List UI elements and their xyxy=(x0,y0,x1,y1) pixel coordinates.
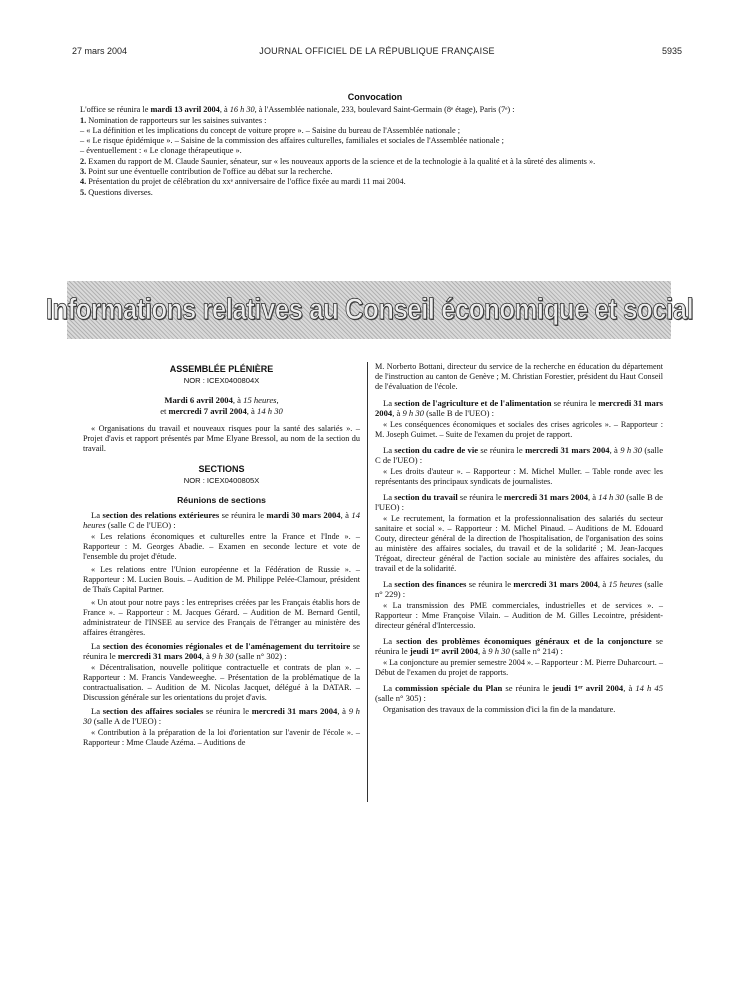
date-text: Mardi 6 avril 2004 xyxy=(164,395,233,405)
heading-text: (salle n° 302) : xyxy=(233,651,287,661)
meeting-date: mercredi 31 mars 2004 xyxy=(375,398,664,418)
heading-text: , à xyxy=(337,706,349,716)
section-name: section des affaires sociales xyxy=(102,706,204,716)
date-text: mercredi 7 avril 2004 xyxy=(168,406,247,416)
meeting-time: 9 h 30 xyxy=(488,646,510,656)
agenda-item-number: – xyxy=(80,136,85,146)
heading-text: se réunira le xyxy=(457,492,505,502)
heading-text: se réunira le xyxy=(219,510,267,520)
meeting-date: mercredi 31 mars 2004 xyxy=(525,445,610,455)
heading-text: La xyxy=(383,683,396,693)
subsection-heading: Réunions de sections xyxy=(177,495,266,505)
heading-text: , à xyxy=(392,408,403,418)
intro-text: , à xyxy=(219,105,230,115)
heading-text: (salle B de l'UEO) : xyxy=(423,408,494,418)
section-name: section du travail xyxy=(394,492,458,502)
heading-text: La xyxy=(383,398,395,408)
meeting-heading xyxy=(375,398,663,418)
meeting-time: 9 h 30 xyxy=(83,706,360,726)
heading-text: La xyxy=(383,492,395,502)
nor-reference: NOR : ICEX0400804X xyxy=(183,376,260,385)
agenda-item-text: Point sur une éventuelle contribution de l'office au débat sur la recherche. xyxy=(86,167,333,177)
section-title: ASSEMBLÉE PLÉNIÈRE xyxy=(169,364,274,374)
agenda-item-number: 3. xyxy=(80,167,87,177)
agenda-item-text: Examen du rapport de M. Claude Saunier, sénateur, sur « les nouveaux apports de la science et de la technologie à la qualité et à la sûreté des aliments ». xyxy=(86,156,596,166)
date-text: et xyxy=(160,406,169,416)
paragraph: Organisation des travaux de la commission d'ici la fin de la mandature. xyxy=(383,705,616,714)
meeting-heading xyxy=(375,579,663,599)
section-name: section de l'agriculture et de l'alimentation xyxy=(394,398,552,408)
heading-text: se réunira le xyxy=(478,445,526,455)
heading-text: se réunira le xyxy=(83,641,360,661)
meeting-date: mercredi 31 mars 2004 xyxy=(251,706,338,716)
journal-title: JOURNAL OFFICIEL DE LA RÉPUBLIQUE FRANÇAISE xyxy=(259,46,495,56)
heading-text: , à xyxy=(623,683,636,693)
agenda-item-number: – xyxy=(80,125,85,135)
paragraph: « La conjoncture au premier semestre 2004 ». – Rapporteur : M. Pierre Duharcourt. – Début de l'examen du projet de rapports. xyxy=(375,658,663,677)
section-name: section des problèmes économiques généraux et de la conjoncture xyxy=(396,636,652,646)
paragraph: « Les relations entre l'Union européenne et la Fédération de Russie ». – Rapporteur : M. Lucien Bouis. – Audition de M. Philippe Pelée-Clamour, président de Thaïs Capital Partner. xyxy=(83,565,360,594)
paragraph: « Un atout pour notre pays : les entreprises créées par les Français établis hors de France ». – Rapporteur : M. Jacques Gérard. – Audition de M. Bernard Gentil, administrateur de l'INSEE au service des Français de l'étranger au ministère des affaires étrangères. xyxy=(83,598,360,637)
page-number: 5935 xyxy=(661,46,682,56)
heading-text: (salle C de l'UEO) : xyxy=(375,445,664,465)
heading-text: , à xyxy=(478,646,489,656)
heading-text: se réunira le xyxy=(375,636,663,656)
meeting-heading xyxy=(83,706,360,726)
meeting-time: 14 h 45 xyxy=(635,683,664,693)
agenda-item xyxy=(80,167,670,177)
column-divider xyxy=(367,362,368,802)
convocation-title: Convocation xyxy=(347,92,403,102)
meeting-heading xyxy=(375,492,663,512)
session-date xyxy=(83,395,360,417)
convocation-intro xyxy=(80,105,670,115)
paragraph: M. Norberto Bottani, directeur du service de la recherche en éducation du département de l'instruction au canton de Genève ; M. Christian Forestier, président du Haut Conseil de l'évaluation de l'école. xyxy=(375,362,663,391)
heading-text: (salle n° 214) : xyxy=(509,646,563,656)
intro-date: mardi 13 avril 2004 xyxy=(150,105,220,115)
meeting-heading xyxy=(83,641,360,661)
section-name: section des économies régionales et de l'aménagement du territoire xyxy=(102,641,351,651)
agenda-item-text: éventuellement : « Le clonage thérapeutique ». xyxy=(84,146,242,156)
agenda-item-number: 5. xyxy=(80,187,87,197)
section-name: section des finances xyxy=(394,579,467,589)
meeting-heading xyxy=(375,683,663,703)
meeting-date: mercredi 31 mars 2004 xyxy=(117,651,202,661)
section-banner xyxy=(45,281,693,339)
agenda-item xyxy=(80,126,670,136)
agenda-item xyxy=(80,116,670,126)
heading-text: , à xyxy=(201,651,213,661)
agenda-item-number: 1. xyxy=(80,115,87,125)
agenda-item-text: Questions diverses. xyxy=(86,187,153,197)
heading-text: , à xyxy=(340,510,352,520)
meeting-heading xyxy=(375,445,663,465)
agenda-item-text: « Le risque épidémique ». – Saisine de la commission des affaires culturelles, familiales et sociales de l'Assemblée nationale ; xyxy=(84,136,504,146)
heading-text: La xyxy=(91,510,103,520)
paragraph: « Les droits d'auteur ». – Rapporteur : M. Michel Muller. – Table ronde avec les représentants des principaux syndicats de journalistes. xyxy=(375,467,663,486)
heading-text: La xyxy=(91,641,103,651)
agenda-item xyxy=(80,188,670,198)
intro-text: L'office se réunira le xyxy=(80,105,151,115)
agenda-item-number: 2. xyxy=(80,156,87,166)
date-text: , à xyxy=(232,395,244,405)
agenda-item-number: – xyxy=(80,146,85,156)
date-text: , xyxy=(276,395,279,405)
agenda-item-text: Nomination de rapporteurs sur les saisines suivantes : xyxy=(86,115,267,125)
page-header xyxy=(72,46,682,60)
intro-time: 16 h 30 xyxy=(229,105,255,115)
section-name: section des relations extérieures xyxy=(102,510,220,520)
agenda-item-number: 4. xyxy=(80,177,87,187)
agenda-item xyxy=(80,136,670,146)
date-time: 15 heures xyxy=(243,395,277,405)
heading-text: La xyxy=(91,706,103,716)
heading-text: , à xyxy=(597,579,609,589)
nor-reference: NOR : ICEX0400805X xyxy=(183,476,260,485)
heading-text: se réunira le xyxy=(551,398,599,408)
heading-text: La xyxy=(383,445,395,455)
heading-text: , à xyxy=(588,492,599,502)
heading-text: (salle A de l'UEO) : xyxy=(91,716,162,726)
meeting-date: mercredi 31 mars 2004 xyxy=(513,579,598,589)
right-column xyxy=(375,362,663,718)
meeting-time: 14 heures xyxy=(83,510,360,530)
agenda-item xyxy=(80,177,670,187)
meeting-date: mardi 30 mars 2004 xyxy=(266,510,341,520)
section-name: commission spéciale du Plan xyxy=(395,683,503,693)
meeting-time: 9 h 30 xyxy=(402,408,424,418)
convocation-block xyxy=(80,92,670,198)
heading-text: La xyxy=(383,579,395,589)
agenda-item-text: « La définition et les implications du concept de voiture propre ». – Saisine du bureau de l'Assemblée nationale ; xyxy=(84,125,461,135)
paragraph: « Le recrutement, la formation et la professionnalisation des salariés du secteur sanitaire et social ». – Rapporteur : M. Michel Pinaud. – Auditions de M. Edouard Couty, directeur général de la direction de l'hospitalisation, de l'organisation des soins au ministère des affaires sociales, du travail et de la solidarité ; M. Jean-Jacques Trégoat, directeur général de l'action sociale au ministère des affaires sociales, du travail et de la solidarité. xyxy=(375,514,663,573)
heading-text: se réunira le xyxy=(466,579,514,589)
date-time: 14 h 30 xyxy=(257,406,283,416)
heading-text: , à xyxy=(609,445,621,455)
heading-text: (salle n° 229) : xyxy=(375,579,663,599)
meeting-time: 15 heures xyxy=(608,579,643,589)
agenda-item xyxy=(80,157,670,167)
heading-text: La xyxy=(383,636,397,646)
heading-text: (salle B de l'UEO) : xyxy=(375,492,663,512)
agenda-item xyxy=(80,146,670,156)
meeting-date: mercredi 31 mars 2004 xyxy=(504,492,588,502)
meeting-heading xyxy=(83,510,360,530)
meeting-date: jeudi 1ᵉʳ avril 2004 xyxy=(552,683,624,693)
paragraph: « Les relations économiques et culturelles entre la France et l'Inde ». – Rapporteur : M. Georges Abadie. – Examen en seconde lecture et vote de l'ensemble du projet d'étude. xyxy=(83,532,360,561)
intro-text: , à l'Assemblée nationale, 233, boulevard Saint-Germain (8ᵉ étage), Paris (7ᵉ) : xyxy=(254,105,515,115)
meeting-time: 14 h 30 xyxy=(598,492,625,502)
heading-text: (salle C de l'UEO) : xyxy=(105,520,176,530)
agenda-item-text: Présentation du projet de célébration du xxᵉ anniversaire de l'office fixée au mardi 11 mai 2004. xyxy=(86,177,406,187)
meeting-date: jeudi 1ᵉʳ avril 2004 xyxy=(409,646,478,656)
date-text: , à xyxy=(246,406,258,416)
banner-title: Informations relatives au Conseil économique et social xyxy=(45,293,693,326)
heading-text: se réunira le xyxy=(502,683,553,693)
heading-text: (salle n° 305) : xyxy=(375,693,426,703)
meeting-time: 9 h 30 xyxy=(620,445,643,455)
paragraph: « La transmission des PME commerciales, industrielles et de services ». – Rapporteur : Mme Françoise Vilain. – Audition de M. Gilles Lecointre, président-directeur général d'Intercessio. xyxy=(375,601,663,630)
section-name: section du cadre de vie xyxy=(394,445,479,455)
left-column xyxy=(83,362,360,751)
paragraph: « Organisations du travail et nouveaux risques pour la santé des salariés ». – Projet d'avis et rapport présentés par Mme Elyane Bressol, au nom de la section du travail. xyxy=(83,424,360,453)
heading-text: se réunira le xyxy=(203,706,252,716)
paragraph: « Contribution à la préparation de la loi d'orientation sur l'avenir de l'école ». – Rapporteur : Mme Claude Azéma. – Auditions de xyxy=(83,728,360,747)
paragraph: « Décentralisation, nouvelle politique contractuelle et contrats de plan ». – Rapporteur : M. Francis Vandeweeghe. – Présentation de la problématique de la contractualisation. – Audition de M. Nicolas Jacquet, délégué à la DATAR. – Discussion générale sur les orientations du projet d'avis. xyxy=(83,663,360,702)
paragraph: « Les conséquences économiques et sociales des crises agricoles ». – Rapporteur : M. Joseph Guimet. – Suite de l'examen du projet de rapport. xyxy=(375,420,663,439)
header-date: 27 mars 2004 xyxy=(72,46,128,56)
meeting-time: 9 h 30 xyxy=(212,651,234,661)
meeting-heading xyxy=(375,636,663,656)
section-title: SECTIONS xyxy=(198,464,245,474)
